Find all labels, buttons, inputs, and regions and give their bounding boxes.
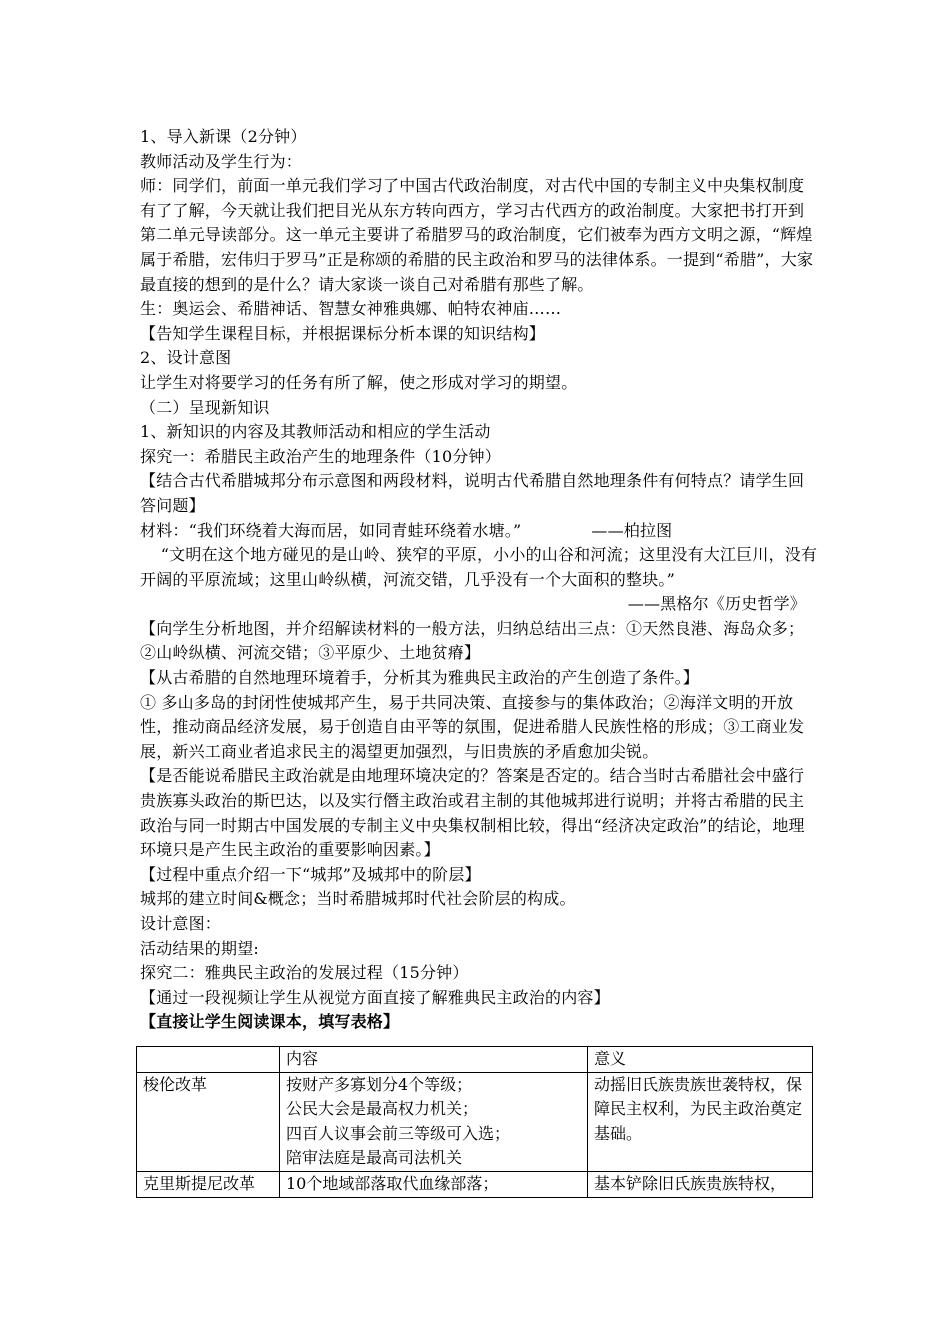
quote-attribution: ——柏拉图: [591, 520, 673, 540]
paragraph: 让学生对将要学习的任务有所了解，使之形成对学习的期望。: [140, 372, 578, 392]
bracket-note: 【从古希腊的自然地理环境着手，分析其为雅典民主政治的产生创造了条件。】: [140, 668, 700, 688]
table-row: [137, 1072, 813, 1171]
student-response: 生：奥运会、希腊神话、智慧女神雅典娜、帕特农神庙……: [140, 299, 562, 319]
table-header-cell: 内容: [280, 1047, 588, 1073]
paragraph: 教师活动及学生行为：: [140, 151, 303, 171]
bracket-note: 【向学生分析地图，并介绍解读材料的一般方法，归纳总结出三点：①天然良港、海岛众多；②山岭纵横、河流交错；③平原少、土地贫瘠】: [140, 618, 805, 663]
paragraph: 城邦的建立时间&概念；当时希腊城邦时代社会阶层的构成。: [140, 889, 576, 909]
content-line: 公民大会是最高权力机关；: [286, 1099, 479, 1119]
section-heading-design: 2、设计意图: [140, 348, 232, 368]
table-row: [137, 1171, 813, 1197]
bracket-note: 【过程中重点介绍一下“城邦”及城邦中的阶层】: [140, 864, 481, 884]
document-body: [140, 125, 820, 1035]
bold-heading: 【直接让学生阅读课本，填写表格】: [140, 1012, 400, 1032]
table-cell-reform-name: 克里斯提尼改革: [137, 1171, 280, 1197]
paragraph: ① 多山多岛的封闭性使城邦产生，易于共同决策、直接参与的集体政治；②海洋文明的开放性，推动商品经济发展，易于创造自由平等的氛围，促进希腊人民族性格的形成；③工商业发展，新兴工商业者追求民主的渴望更加强烈，与旧贵族的矛盾愈加尖锐。: [140, 692, 805, 761]
content-line: 10个地域部落取代血缘部落；: [286, 1173, 499, 1193]
bracket-note: 【是否能说希腊民主政治就是由地理环境决定的？答案是否定的。结合当时古希腊社会中盛行贵族寡头政治的斯巴达，以及实行僭主政治或君主制的其他城邦进行说明；并将古希腊的民主政治与同一时期古中国发展的专制主义中央集权制相比较，得出“经济决定政治”的结论，地理环境只是产生民主政治的重要影响因素。】: [140, 766, 805, 860]
table-cell-meaning: 基本铲除旧氏族贵族特权，: [588, 1171, 813, 1197]
content-line: 按财产多寡划分4个等级；: [286, 1074, 473, 1094]
bracket-note: 【通过一段视频让学生从视觉方面直接了解雅典民主政治的内容】: [140, 987, 610, 1007]
inquiry-two-heading: 探究二：雅典民主政治的发展过程（15分钟）: [140, 963, 469, 983]
table-header-cell: 意义: [588, 1047, 813, 1073]
paragraph: 活动结果的期望:: [140, 938, 259, 958]
table-cell-content: [280, 1072, 588, 1171]
table-header-row: [137, 1047, 813, 1073]
paragraph: 设计意图：: [140, 914, 222, 933]
reform-table: [136, 1046, 813, 1198]
quote-plato: [140, 519, 820, 544]
table-cell-content: [280, 1171, 588, 1197]
teacher-speech: 师：同学们，前面一单元我们学习了中国古代政治制度，对古代中国的专制主义中央集权制度有了了解，今天就让我们把目光从东方转向西方，学习古代西方的政治制度。大家把书打开到第二单元导读部分。这一单元主要讲了希腊罗马的政治制度，它们被奉为西方文明之源，“辉煌属于希腊，宏伟归于罗马”正是称颂的希腊的民主政治和罗马的法律体系。一提到“希腊”，大家最直接的想到的是什么？请大家谈一谈自己对希腊有那些了解。: [140, 176, 814, 294]
section-heading-content: 1、新知识的内容及其教师活动和相应的学生活动: [140, 422, 491, 442]
quote-attribution: ——黑格尔《历史哲学》: [627, 594, 806, 614]
section-heading-new-knowledge: （二）呈现新知识: [140, 397, 270, 417]
content-line: 四百人议事会前三等级可入选；: [286, 1123, 511, 1143]
content-line: 陪审法庭是最高司法机关: [286, 1148, 463, 1168]
quote-hegel: “文明在这个地方碰见的是山岭、狭窄的平原，小小的山谷和河流；这里没有大江巨川，没有开阔的平原流域；这里山岭纵横，河流交错，几乎没有一个大面积的整块。”: [140, 545, 818, 589]
table-header-cell: [137, 1047, 280, 1073]
inquiry-one-heading: 探究一：希腊民主政治产生的地理条件（10分钟）: [140, 446, 501, 466]
bracket-note: 【结合古代希腊城邦分布示意图和两段材料，说明古代希腊自然地理条件有何特点？请学生回答问题】: [140, 471, 805, 515]
table-cell-meaning: 动摇旧氏族贵族世袭特权，保障民主权利，为民主政治奠定基础。: [588, 1072, 813, 1171]
section-heading-intro: 1、导入新课（2分钟）: [140, 127, 307, 146]
table-cell-reform-name: 梭伦改革: [137, 1072, 280, 1171]
quote-text: 材料：“我们环绕着大海而居，如同青蛙环绕着水塘。”: [140, 520, 522, 540]
bracket-note: 【告知学生课程目标，并根据课标分析本课的知识结构】: [140, 323, 546, 343]
